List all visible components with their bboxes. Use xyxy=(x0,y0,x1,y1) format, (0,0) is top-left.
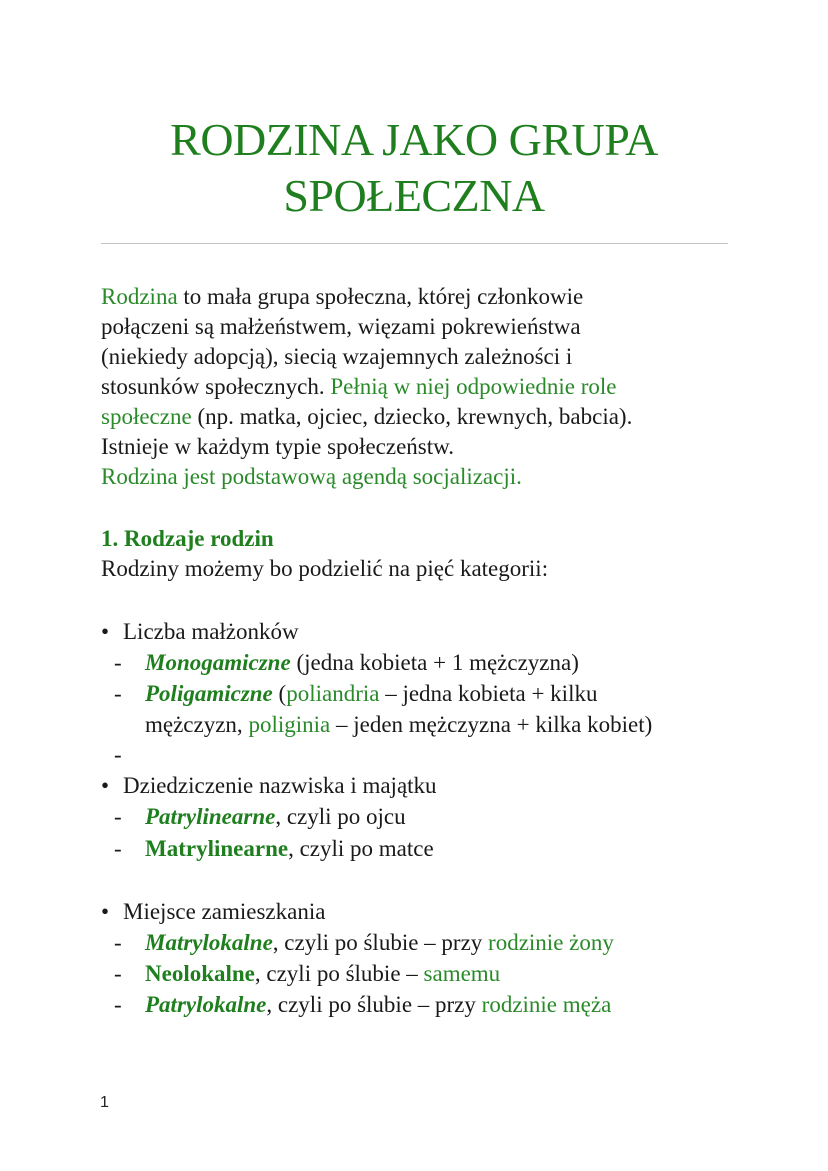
list-item-monogamiczne xyxy=(114,648,579,678)
item-text: , czyli po ślubie – przy xyxy=(272,930,489,955)
item-text: , czyli po matce xyxy=(288,836,434,861)
bullet-dot: • xyxy=(101,899,110,924)
term-patrylinearne: Patrylinearne xyxy=(145,804,276,829)
page-number: 1 xyxy=(100,1094,109,1111)
item-text: , czyli po ślubie – przy xyxy=(266,992,482,1017)
bullet-dot: • xyxy=(101,773,110,798)
intro-line-2: połączeni są małżeństwem, więzami pokrewieństwa xyxy=(101,314,581,339)
document-title xyxy=(0,112,828,224)
term-rodzina: Rodzina xyxy=(101,284,178,309)
dash: - xyxy=(114,961,122,986)
item-text: (jedna kobieta + 1 mężczyzna) xyxy=(290,650,579,675)
list-item-patrylinearne xyxy=(114,802,406,832)
list-item-poligamiczne-cont xyxy=(145,710,652,740)
intro-line-1 xyxy=(101,282,741,312)
item-text: , czyli po ślubie – xyxy=(254,961,424,986)
title-divider xyxy=(101,243,728,244)
term-neolokalne: Neolokalne xyxy=(145,961,255,986)
term-patrylokalne: Patrylokalne xyxy=(145,992,267,1017)
term-poliginia: poliginia xyxy=(248,712,331,737)
dash: - xyxy=(114,804,122,829)
dash: - xyxy=(114,930,122,955)
dash: - xyxy=(114,681,122,706)
list-item-matrylinearne xyxy=(114,834,434,864)
list-item-neolokalne xyxy=(114,959,500,989)
bullet-label: Dziedziczenie nazwiska i majątku xyxy=(123,773,437,798)
highlight-roles: Pełnią w niej odpowiednie role xyxy=(330,374,617,399)
intro-paragraph xyxy=(101,282,741,492)
item-text: ( xyxy=(272,681,287,706)
section-subtitle: Rodziny możemy bo podzielić na pięć kategorii: xyxy=(101,556,549,581)
highlight-wife-family: rodzinie żony xyxy=(488,930,614,955)
section-heading: 1. Rodzaje rodzin xyxy=(101,526,274,551)
title-line-1: RODZINA JAKO GRUPA xyxy=(170,114,658,165)
term-matrylokalne: Matrylokalne xyxy=(145,930,273,955)
highlight-husband-family: rodzinie męża xyxy=(481,992,612,1017)
highlight-social: społeczne xyxy=(101,404,192,429)
bullet-residence xyxy=(101,897,325,927)
bullet-inheritance xyxy=(101,771,437,801)
item-text: mężczyzn, xyxy=(145,712,249,737)
term-poliandria: poliandria xyxy=(286,681,380,706)
bullet-label: Miejsce zamieszkania xyxy=(123,899,326,924)
list-item-poligamiczne xyxy=(114,679,597,709)
intro-line-6: Istnieje w każdym typie społeczeństw. xyxy=(101,434,454,459)
term-matrylinearne: Matrylinearne xyxy=(145,836,289,861)
list-item-patrylokalne xyxy=(114,990,611,1020)
section-family-types xyxy=(101,524,741,584)
item-text: – jeden mężczyzna + kilka kobiet) xyxy=(330,712,653,737)
highlight-alone: samemu xyxy=(423,961,501,986)
term-poligamiczne: Poligamiczne xyxy=(145,681,273,706)
intro-line-4 xyxy=(101,372,741,402)
dash: - xyxy=(114,836,122,861)
bullet-spouse-count xyxy=(101,617,299,647)
bullet-dot: • xyxy=(101,619,110,644)
dash: - xyxy=(114,992,122,1017)
intro-text: stosunków społecznych. xyxy=(101,374,331,399)
item-text: , czyli po ojcu xyxy=(275,804,406,829)
list-item-empty xyxy=(114,740,145,770)
intro-line-7-highlight: Rodzina jest podstawową agendą socjalizacji. xyxy=(101,464,522,489)
dash: - xyxy=(114,742,122,767)
intro-line-5 xyxy=(101,402,741,432)
bullet-label: Liczba małżonków xyxy=(123,619,299,644)
intro-line-3: (niekiedy adopcją), siecią wzajemnych zależności i xyxy=(101,344,573,369)
dash: - xyxy=(114,650,122,675)
title-line-2: SPOŁECZNA xyxy=(283,170,545,221)
item-text: – jedna kobieta + kilku xyxy=(379,681,598,706)
intro-text: (np. matka, ojciec, dziecko, krewnych, babcia). xyxy=(191,404,633,429)
term-monogamiczne: Monogamiczne xyxy=(145,650,291,675)
intro-text: to mała grupa społeczna, której członkowie xyxy=(177,284,584,309)
list-item-matrylokalne xyxy=(114,928,614,958)
